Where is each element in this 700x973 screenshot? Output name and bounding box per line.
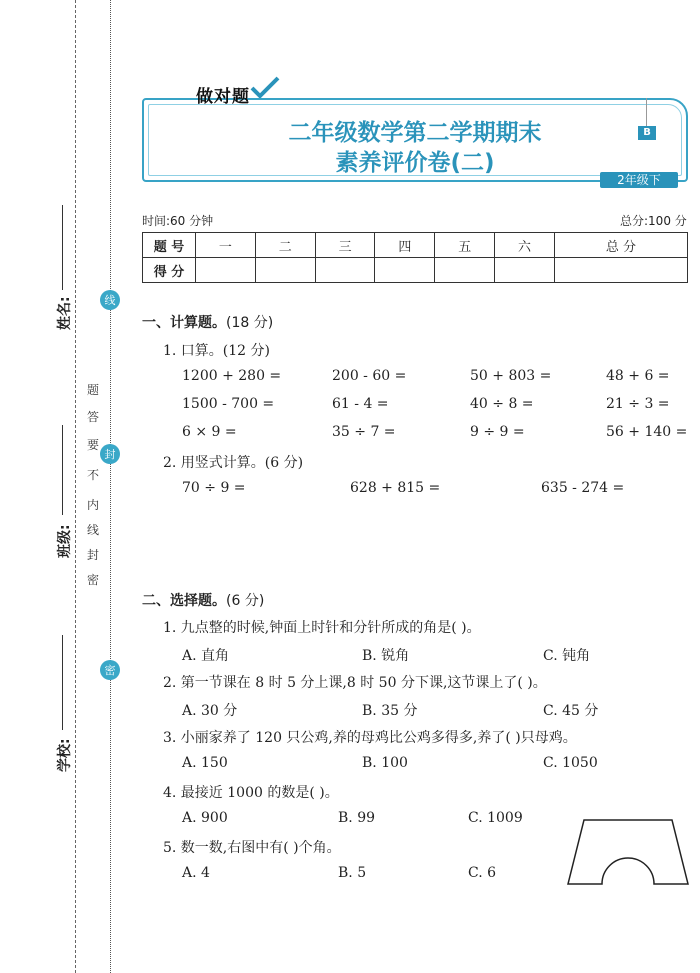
choice-question: 4. 最接近 1000 的数是( )。	[163, 785, 339, 801]
choice-question: 5. 数一数,右图中有( )个角。	[163, 840, 341, 856]
score-table-header: 总 分	[554, 233, 687, 258]
oral-problem: 48 + 6 =	[606, 368, 670, 384]
notice-char: 密	[86, 573, 99, 587]
score-table	[142, 232, 688, 283]
arch-figure	[566, 818, 690, 886]
choice-option[interactable]: C. 1009	[468, 810, 523, 826]
section1-points: (18 分)	[226, 315, 274, 331]
vertical-calc-problem: 628 + 815 =	[350, 480, 441, 496]
class-label: 班级:	[57, 524, 73, 558]
notice-char: 答	[86, 410, 99, 424]
score-table-header: 三	[315, 233, 375, 258]
oral-problem: 61 - 4 =	[332, 396, 389, 412]
notice-char: 线	[86, 523, 99, 537]
exam-title-line2: 素养评价卷(二)	[335, 150, 495, 176]
section1-heading	[142, 312, 273, 332]
score-table-header: 题 号	[143, 233, 196, 258]
version-badge: B	[638, 126, 656, 140]
oral-problem: 6 × 9 =	[182, 424, 237, 440]
vertical-calc-problem: 635 - 274 =	[541, 480, 625, 496]
binding-dashed-line	[75, 0, 76, 973]
oral-problem: 9 ÷ 9 =	[470, 424, 525, 440]
choice-option[interactable]: A. 直角	[182, 648, 230, 664]
seal-circle-feng: 封	[100, 444, 120, 464]
oral-problem: 200 - 60 =	[332, 368, 407, 384]
binding-dotted-line	[110, 0, 111, 973]
oral-problem: 1200 + 280 =	[182, 368, 282, 384]
choice-option[interactable]: B. 锐角	[362, 648, 410, 664]
score-cell[interactable]	[495, 258, 555, 283]
score-cell[interactable]	[315, 258, 375, 283]
time-limit: 时间:60 分钟	[142, 214, 214, 228]
section1-title: 一、计算题。	[142, 315, 226, 331]
q2-title: 2. 用竖式计算。(6 分)	[163, 455, 304, 471]
choice-option[interactable]: A. 900	[182, 810, 228, 826]
school-label: 学校:	[57, 738, 73, 772]
name-label: 姓名:	[57, 296, 73, 330]
vertical-calc-problem: 70 ÷ 9 =	[182, 480, 246, 496]
section2-title: 二、选择题。	[142, 593, 226, 609]
section2-heading	[142, 590, 264, 610]
title-banner	[142, 98, 688, 182]
total-score: 总分:100 分	[620, 214, 687, 228]
score-table-header: 一	[196, 233, 256, 258]
score-cell[interactable]	[435, 258, 495, 283]
badge-string	[646, 98, 647, 126]
choice-option[interactable]: B. 99	[338, 810, 376, 826]
exam-title-line1: 二年级数学第二学期期末	[288, 120, 542, 146]
score-cell[interactable]	[554, 258, 687, 283]
choice-option[interactable]: A. 150	[182, 755, 228, 771]
choice-option[interactable]: A. 4	[182, 865, 210, 881]
score-table-header: 四	[375, 233, 435, 258]
brand-logo: 做对题	[196, 87, 250, 107]
score-table-header: 六	[495, 233, 555, 258]
grade-tag: 2年级下	[600, 172, 678, 188]
choice-option[interactable]: A. 30 分	[182, 703, 238, 719]
choice-option[interactable]: B. 35 分	[362, 703, 418, 719]
choice-option[interactable]: B. 5	[338, 865, 367, 881]
choice-option[interactable]: C. 钝角	[543, 648, 591, 664]
notice-char: 不	[86, 468, 99, 482]
oral-problem: 40 ÷ 8 =	[470, 396, 534, 412]
choice-question: 3. 小丽家养了 120 只公鸡,养的母鸡比公鸡多得多,养了( )只母鸡。	[163, 730, 577, 746]
oral-problem: 35 ÷ 7 =	[332, 424, 396, 440]
notice-char: 题	[86, 383, 99, 397]
score-table-header: 二	[255, 233, 315, 258]
seal-circle-mi: 密	[100, 660, 120, 680]
class-blank-line	[62, 425, 63, 515]
checkmark-icon	[250, 76, 280, 98]
notice-char: 内	[86, 498, 99, 512]
score-cell[interactable]	[255, 258, 315, 283]
oral-problem: 50 + 803 =	[470, 368, 552, 384]
score-row-label: 得 分	[143, 258, 196, 283]
name-blank-line	[62, 205, 63, 290]
notice-char: 要	[86, 438, 99, 452]
choice-option[interactable]: C. 1050	[543, 755, 598, 771]
score-cell[interactable]	[196, 258, 256, 283]
oral-problem: 56 + 140 =	[606, 424, 688, 440]
section2-points: (6 分)	[226, 593, 265, 609]
school-blank-line	[62, 635, 63, 730]
oral-problem: 1500 - 700 =	[182, 396, 275, 412]
q1-title: 1. 口算。(12 分)	[163, 343, 270, 359]
notice-char: 封	[86, 548, 99, 562]
score-cell[interactable]	[375, 258, 435, 283]
seal-circle-xian: 线	[100, 290, 120, 310]
choice-option[interactable]: B. 100	[362, 755, 408, 771]
choice-option[interactable]: C. 6	[468, 865, 497, 881]
choice-option[interactable]: C. 45 分	[543, 703, 599, 719]
choice-question: 2. 第一节课在 8 时 5 分上课,8 时 50 分下课,这节课上了( )。	[163, 675, 547, 691]
score-table-header: 五	[435, 233, 495, 258]
choice-question: 1. 九点整的时候,钟面上时针和分针所成的角是( )。	[163, 620, 481, 636]
oral-problem: 21 ÷ 3 =	[606, 396, 670, 412]
